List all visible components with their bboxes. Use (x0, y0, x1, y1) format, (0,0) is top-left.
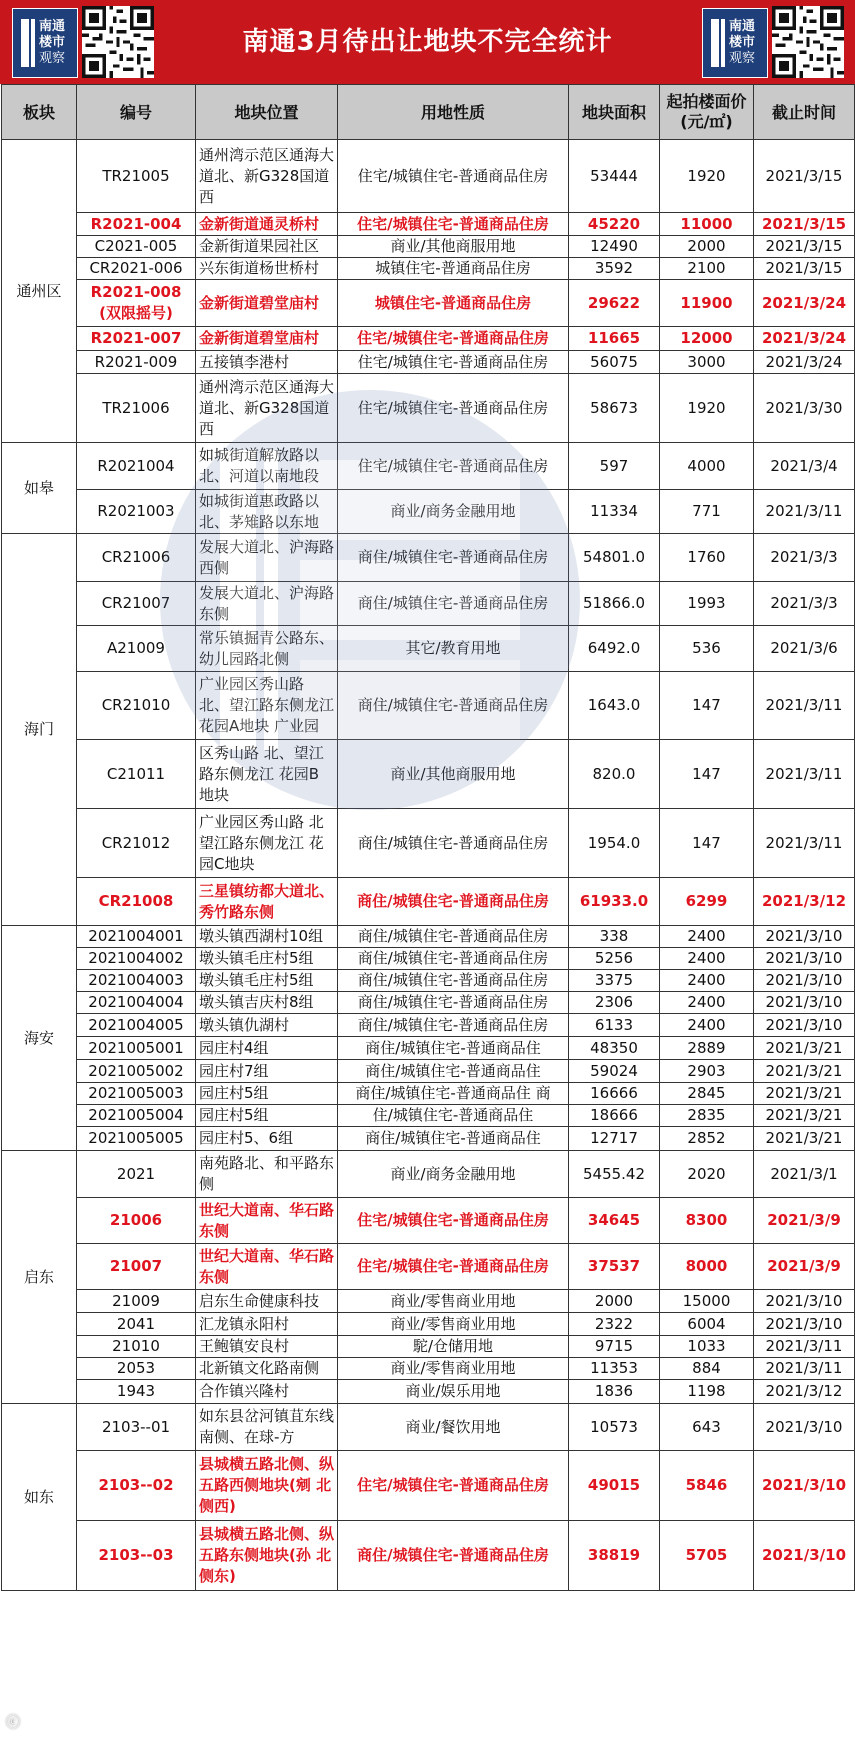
deadline-cell: 2021/3/10 (754, 970, 855, 992)
parcel-location-cell: 如城街道解放路以北、河道以南地段 (196, 443, 338, 490)
table-row (2, 582, 855, 626)
parcel-area-cell: 56075 (569, 351, 660, 374)
deadline-cell: 2021/3/10 (754, 1521, 855, 1591)
table-row (2, 140, 855, 213)
parcel-id-cell: 1943 (77, 1380, 196, 1404)
parcel-id-cell: R2021-008 (双限摇号) (77, 280, 196, 327)
title-banner (0, 0, 855, 84)
region-cell: 启东 (2, 1151, 77, 1404)
start-price-cell: 2400 (660, 1014, 754, 1037)
deadline-cell: 2021/3/21 (754, 1060, 855, 1083)
land-use-cell: 商住/城镇住宅-普通商品住房 (338, 672, 569, 740)
parcel-location-cell: 世纪大道南、华石路 东侧 (196, 1198, 338, 1244)
parcel-location-cell: 汇龙镇永阳村 (196, 1313, 338, 1336)
land-use-cell: 住宅/城镇住宅-普通商品住房 (338, 443, 569, 490)
parcel-area-cell: 12490 (569, 236, 660, 258)
land-use-cell: 商业/娱乐用地 (338, 1380, 569, 1404)
parcel-id-cell: 21009 (77, 1290, 196, 1313)
table-row (2, 1290, 855, 1313)
land-use-cell: 住宅/城镇住宅-普通商品住房 (338, 140, 569, 213)
land-use-cell: 商业/零售商业用地 (338, 1313, 569, 1336)
start-price-cell: 2000 (660, 236, 754, 258)
table-row (2, 236, 855, 258)
table-row (2, 1336, 855, 1358)
table-row (2, 1198, 855, 1244)
land-use-cell: 商住/城镇住宅-普通商品住房 (338, 970, 569, 992)
parcel-id-cell: 2041 (77, 1313, 196, 1336)
deadline-cell: 2021/3/10 (754, 926, 855, 948)
land-use-cell: 住宅/城镇住宅-普通商品住房 (338, 1198, 569, 1244)
deadline-cell: 2021/3/15 (754, 213, 855, 236)
table-row (2, 672, 855, 740)
parcel-location-cell: 墩头镇西湖村10组 (196, 926, 338, 948)
qr-code-right (772, 6, 844, 78)
parcel-location-cell: 园庄村5组 (196, 1105, 338, 1127)
parcel-location-cell: 兴东街道杨世桥村 (196, 258, 338, 280)
start-price-cell: 1760 (660, 534, 754, 582)
start-price-cell: 2835 (660, 1105, 754, 1127)
parcel-location-cell: 县城横五路北侧、纵 五路西侧地块(剜 北侧西) (196, 1451, 338, 1521)
table-row (2, 992, 855, 1014)
parcel-id-cell: 2021004001 (77, 926, 196, 948)
table-row (2, 1037, 855, 1060)
table-row (2, 1244, 855, 1290)
land-use-cell: 商业/商务金融用地 (338, 490, 569, 534)
parcel-area-cell: 1836 (569, 1380, 660, 1404)
land-parcel-table (1, 84, 855, 1591)
parcel-id-cell: 2021005002 (77, 1060, 196, 1083)
parcel-location-cell: 启东生命健康科技 (196, 1290, 338, 1313)
start-price-cell: 2400 (660, 926, 754, 948)
land-use-cell: 住宅/城镇住宅-普通商品住房 (338, 351, 569, 374)
deadline-cell: 2021/3/12 (754, 878, 855, 926)
land-use-cell: 商住/城镇住宅-普通商品住房 (338, 926, 569, 948)
table-row (2, 970, 855, 992)
parcel-area-cell: 2000 (569, 1290, 660, 1313)
table-row (2, 1358, 855, 1380)
parcel-location-cell: 合作镇兴隆村 (196, 1380, 338, 1404)
parcel-area-cell: 9715 (569, 1336, 660, 1358)
parcel-location-cell: 发展大道北、沪海路 西侧 (196, 534, 338, 582)
parcel-id-cell: 21006 (77, 1198, 196, 1244)
parcel-area-cell: 5256 (569, 948, 660, 970)
land-use-cell: 商业/其他商服用地 (338, 236, 569, 258)
column-header-location: 地块位置 (196, 85, 338, 140)
parcel-location-cell: 常乐镇掘青公路东、幼儿园路北侧 (196, 626, 338, 672)
column-header-id: 编号 (77, 85, 196, 140)
land-use-cell: 住宅/城镇住宅-普通商品住房 (338, 1244, 569, 1290)
table-row (2, 1451, 855, 1521)
deadline-cell: 2021/3/10 (754, 1451, 855, 1521)
table-row (2, 926, 855, 948)
start-price-cell: 2020 (660, 1151, 754, 1198)
region-cell: 海门 (2, 534, 77, 926)
deadline-cell: 2021/3/12 (754, 1380, 855, 1404)
parcel-area-cell: 1643.0 (569, 672, 660, 740)
parcel-id-cell: 21010 (77, 1336, 196, 1358)
land-use-cell: 商住/城镇住宅-普通商品住 (338, 1127, 569, 1151)
parcel-id-cell: 2021005005 (77, 1127, 196, 1151)
land-use-cell: 商业/餐饮用地 (338, 1404, 569, 1451)
table-row (2, 626, 855, 672)
parcel-location-cell: 通州湾示范区通海大 道北、新G328国道 西 (196, 140, 338, 213)
deadline-cell: 2021/3/24 (754, 351, 855, 374)
parcel-id-cell: TR21005 (77, 140, 196, 213)
deadline-cell: 2021/3/4 (754, 443, 855, 490)
deadline-cell: 2021/3/21 (754, 1083, 855, 1105)
parcel-area-cell: 11665 (569, 327, 660, 351)
deadline-cell: 2021/3/21 (754, 1127, 855, 1151)
start-price-cell: 1198 (660, 1380, 754, 1404)
parcel-area-cell: 53444 (569, 140, 660, 213)
table-row (2, 213, 855, 236)
land-use-cell: 城镇住宅-普通商品住房 (338, 280, 569, 327)
deadline-cell: 2021/3/1 (754, 1151, 855, 1198)
parcel-location-cell: 县城横五路北侧、纵 五路东侧地块(孙 北侧东) (196, 1521, 338, 1591)
start-price-cell: 2400 (660, 992, 754, 1014)
table-row (2, 1404, 855, 1451)
table-row (2, 258, 855, 280)
start-price-cell: 2400 (660, 970, 754, 992)
parcel-area-cell: 18666 (569, 1105, 660, 1127)
land-use-cell: 商业/商务金融用地 (338, 1151, 569, 1198)
table-row (2, 948, 855, 970)
deadline-cell: 2021/3/11 (754, 740, 855, 809)
parcel-id-cell: TR21006 (77, 374, 196, 443)
qr-code-left (82, 6, 154, 78)
parcel-location-cell: 王鲍镇安良村 (196, 1336, 338, 1358)
parcel-area-cell: 820.0 (569, 740, 660, 809)
parcel-id-cell: CR21007 (77, 582, 196, 626)
land-use-cell: 商住/城镇住宅-普通商品住 商 (338, 1083, 569, 1105)
start-price-cell: 12000 (660, 327, 754, 351)
parcel-area-cell: 48350 (569, 1037, 660, 1060)
parcel-id-cell: A21009 (77, 626, 196, 672)
parcel-id-cell: 2021 (77, 1151, 196, 1198)
start-price-cell: 2845 (660, 1083, 754, 1105)
start-price-cell: 1920 (660, 374, 754, 443)
start-price-cell: 15000 (660, 1290, 754, 1313)
parcel-area-cell: 34645 (569, 1198, 660, 1244)
table-row (2, 327, 855, 351)
parcel-id-cell: R2021004 (77, 443, 196, 490)
start-price-cell: 8000 (660, 1244, 754, 1290)
deadline-cell: 2021/3/9 (754, 1198, 855, 1244)
start-price-cell: 2852 (660, 1127, 754, 1151)
parcel-location-cell: 通州湾示范区通海大 道北、新G328国道 西 (196, 374, 338, 443)
deadline-cell: 2021/3/11 (754, 809, 855, 878)
land-use-cell: 住宅/城镇住宅-普通商品住房 (338, 1451, 569, 1521)
land-use-cell: 城镇住宅-普通商品住房 (338, 258, 569, 280)
parcel-area-cell: 12717 (569, 1127, 660, 1151)
deadline-cell: 2021/3/11 (754, 1336, 855, 1358)
deadline-cell: 2021/3/10 (754, 1313, 855, 1336)
parcel-area-cell: 338 (569, 926, 660, 948)
land-use-cell: 商住/城镇住宅-普通商品住房 (338, 992, 569, 1014)
parcel-id-cell: 2021005004 (77, 1105, 196, 1127)
table-row (2, 374, 855, 443)
start-price-cell: 147 (660, 672, 754, 740)
parcel-id-cell: CR2021-006 (77, 258, 196, 280)
parcel-location-cell: 园庄村5、6组 (196, 1127, 338, 1151)
parcel-location-cell: 墩头镇吉庆村8组 (196, 992, 338, 1014)
parcel-area-cell: 16666 (569, 1083, 660, 1105)
parcel-id-cell: C21011 (77, 740, 196, 809)
parcel-location-cell: 园庄村7组 (196, 1060, 338, 1083)
parcel-location-cell: 发展大道北、沪海路 东侧 (196, 582, 338, 626)
start-price-cell: 3000 (660, 351, 754, 374)
land-use-cell: 駝/仓储用地 (338, 1336, 569, 1358)
parcel-id-cell: CR21008 (77, 878, 196, 926)
parcel-id-cell: 2103--01 (77, 1404, 196, 1451)
parcel-area-cell: 45220 (569, 213, 660, 236)
table-row (2, 740, 855, 809)
parcel-location-cell: 园庄村5组 (196, 1083, 338, 1105)
table-header-row (2, 85, 855, 140)
deadline-cell: 2021/3/6 (754, 626, 855, 672)
parcel-location-cell: 如东县岔河镇苴东线 南侧、在球-方 (196, 1404, 338, 1451)
start-price-cell: 1920 (660, 140, 754, 213)
deadline-cell: 2021/3/30 (754, 374, 855, 443)
region-cell: 如皋 (2, 443, 77, 534)
parcel-id-cell: CR21012 (77, 809, 196, 878)
region-cell: 如东 (2, 1404, 77, 1591)
land-use-cell: 商住/城镇住宅-普通商品住房 (338, 878, 569, 926)
parcel-area-cell: 29622 (569, 280, 660, 327)
parcel-id-cell: 21007 (77, 1244, 196, 1290)
parcel-area-cell: 3592 (569, 258, 660, 280)
parcel-area-cell: 1954.0 (569, 809, 660, 878)
parcel-location-cell: 金新街道通灵桥村 (196, 213, 338, 236)
parcel-area-cell: 11334 (569, 490, 660, 534)
parcel-area-cell: 59024 (569, 1060, 660, 1083)
parcel-id-cell: 2021004005 (77, 1014, 196, 1037)
parcel-area-cell: 6492.0 (569, 626, 660, 672)
column-header-region: 板块 (2, 85, 77, 140)
parcel-id-cell: 2053 (77, 1358, 196, 1380)
deadline-cell: 2021/3/15 (754, 140, 855, 213)
deadline-cell: 2021/3/9 (754, 1244, 855, 1290)
region-cell: 海安 (2, 926, 77, 1151)
land-use-cell: 商住/城镇住宅-普通商品住房 (338, 948, 569, 970)
parcel-location-cell: 墩头镇毛庄村5组 (196, 948, 338, 970)
deadline-cell: 2021/3/10 (754, 1404, 855, 1451)
table-row (2, 1105, 855, 1127)
land-use-cell: 住宅/城镇住宅-普通商品住房 (338, 213, 569, 236)
parcel-location-cell: 金新街道碧堂庙村 (196, 327, 338, 351)
column-header-start-price: 起拍楼面价 (元/㎡) (660, 85, 754, 140)
table-row (2, 1313, 855, 1336)
start-price-cell: 1033 (660, 1336, 754, 1358)
parcel-area-cell: 37537 (569, 1244, 660, 1290)
table-row (2, 1521, 855, 1591)
parcel-area-cell: 2306 (569, 992, 660, 1014)
start-price-cell: 5846 (660, 1451, 754, 1521)
column-header-area: 地块面积 (569, 85, 660, 140)
parcel-id-cell: R2021-009 (77, 351, 196, 374)
deadline-cell: 2021/3/10 (754, 992, 855, 1014)
start-price-cell: 884 (660, 1358, 754, 1380)
parcel-location-cell: 金新街道果园社区 (196, 236, 338, 258)
deadline-cell: 2021/3/15 (754, 236, 855, 258)
table-row (2, 1083, 855, 1105)
parcel-area-cell: 2322 (569, 1313, 660, 1336)
start-price-cell: 6299 (660, 878, 754, 926)
parcel-location-cell: 北新镇文化路南侧 (196, 1358, 338, 1380)
parcel-location-cell: 广业园区秀山路 北、望江路东侧龙江花园A地块 广业园 (196, 672, 338, 740)
land-use-cell: 商住/城镇住宅-普通商品住房 (338, 809, 569, 878)
table-row (2, 280, 855, 327)
start-price-cell: 643 (660, 1404, 754, 1451)
parcel-area-cell: 51866.0 (569, 582, 660, 626)
land-use-cell: 其它/教育用地 (338, 626, 569, 672)
deadline-cell: 2021/3/3 (754, 582, 855, 626)
parcel-id-cell: 2021004004 (77, 992, 196, 1014)
parcel-id-cell: R2021003 (77, 490, 196, 534)
region-cell: 通州区 (2, 140, 77, 443)
deadline-cell: 2021/3/21 (754, 1105, 855, 1127)
deadline-cell: 2021/3/10 (754, 1014, 855, 1037)
land-use-cell: 商住/城镇住宅-普通商品住 (338, 1060, 569, 1083)
deadline-cell: 2021/3/15 (754, 258, 855, 280)
land-use-cell: 商住/城镇住宅-普通商品住房 (338, 534, 569, 582)
column-header-land-use: 用地性质 (338, 85, 569, 140)
land-use-cell: 商业/零售商业用地 (338, 1358, 569, 1380)
start-price-cell: 536 (660, 626, 754, 672)
start-price-cell: 4000 (660, 443, 754, 490)
land-use-cell: 住宅/城镇住宅-普通商品住房 (338, 327, 569, 351)
parcel-location-cell: 广业园区秀山路 北望江路东侧龙江 花园C地块 (196, 809, 338, 878)
land-use-cell: 住/城镇住宅-普通商品住 (338, 1105, 569, 1127)
land-use-cell: 商业/零售商业用地 (338, 1290, 569, 1313)
start-price-cell: 147 (660, 740, 754, 809)
table-row (2, 1014, 855, 1037)
parcel-location-cell: 世纪大道南、华石路 东侧 (196, 1244, 338, 1290)
land-use-cell: 商住/城镇住宅-普通商品住房 (338, 1521, 569, 1591)
deadline-cell: 2021/3/11 (754, 1358, 855, 1380)
parcel-location-cell: 如城街道惠政路以北、茅雉路以东地 (196, 490, 338, 534)
land-use-cell: 商业/其他商服用地 (338, 740, 569, 809)
parcel-id-cell: CR21006 (77, 534, 196, 582)
start-price-cell: 2903 (660, 1060, 754, 1083)
table-row (2, 534, 855, 582)
table-row (2, 809, 855, 878)
parcel-area-cell: 38819 (569, 1521, 660, 1591)
parcel-area-cell: 5455.42 (569, 1151, 660, 1198)
deadline-cell: 2021/3/24 (754, 327, 855, 351)
deadline-cell: 2021/3/11 (754, 672, 855, 740)
parcel-id-cell: 2021004002 (77, 948, 196, 970)
parcel-area-cell: 597 (569, 443, 660, 490)
parcel-area-cell: 3375 (569, 970, 660, 992)
start-price-cell: 8300 (660, 1198, 754, 1244)
table-row (2, 1380, 855, 1404)
start-price-cell: 11900 (660, 280, 754, 327)
start-price-cell: 1993 (660, 582, 754, 626)
start-price-cell: 2100 (660, 258, 754, 280)
parcel-location-cell: 墩头镇仇湖村 (196, 1014, 338, 1037)
start-price-cell: 771 (660, 490, 754, 534)
start-price-cell: 6004 (660, 1313, 754, 1336)
land-use-cell: 商住/城镇住宅-普通商品住房 (338, 582, 569, 626)
parcel-area-cell: 6133 (569, 1014, 660, 1037)
parcel-id-cell: C2021-005 (77, 236, 196, 258)
deadline-cell: 2021/3/21 (754, 1037, 855, 1060)
parcel-location-cell: 三星镇纺都大道北、秀竹路东侧 (196, 878, 338, 926)
table-row (2, 878, 855, 926)
start-price-cell: 2400 (660, 948, 754, 970)
parcel-location-cell: 南苑路北、和平路东 侧 (196, 1151, 338, 1198)
table-row (2, 1060, 855, 1083)
parcel-id-cell: 2103--03 (77, 1521, 196, 1591)
parcel-location-cell: 区秀山路 北、望江路东侧龙江 花园B地块 (196, 740, 338, 809)
parcel-id-cell: 2021004003 (77, 970, 196, 992)
table-row (2, 351, 855, 374)
table-row (2, 1151, 855, 1198)
parcel-area-cell: 58673 (569, 374, 660, 443)
parcel-location-cell: 园庄村4组 (196, 1037, 338, 1060)
parcel-area-cell: 61933.0 (569, 878, 660, 926)
parcel-id-cell: 2021005001 (77, 1037, 196, 1060)
land-use-cell: 商住/城镇住宅-普通商品住 (338, 1037, 569, 1060)
parcel-location-cell: 金新街道碧堂庙村 (196, 280, 338, 327)
parcel-id-cell: R2021-004 (77, 213, 196, 236)
land-use-cell: 住宅/城镇住宅-普通商品住房 (338, 374, 569, 443)
table-row (2, 490, 855, 534)
page-title: 南通3月待出让地块不完全统计 (242, 27, 613, 57)
start-price-cell: 11000 (660, 213, 754, 236)
deadline-cell: 2021/3/3 (754, 534, 855, 582)
deadline-cell: 2021/3/11 (754, 490, 855, 534)
parcel-id-cell: 2103--02 (77, 1451, 196, 1521)
parcel-id-cell: 2021005003 (77, 1083, 196, 1105)
parcel-area-cell: 10573 (569, 1404, 660, 1451)
start-price-cell: 5705 (660, 1521, 754, 1591)
parcel-location-cell: 五接镇李港村 (196, 351, 338, 374)
parcel-area-cell: 11353 (569, 1358, 660, 1380)
table-row (2, 443, 855, 490)
parcel-id-cell: CR21010 (77, 672, 196, 740)
parcel-location-cell: 墩头镇毛庄村5组 (196, 970, 338, 992)
table-row (2, 1127, 855, 1151)
deadline-cell: 2021/3/10 (754, 1290, 855, 1313)
parcel-area-cell: 54801.0 (569, 534, 660, 582)
column-header-deadline: 截止时间 (754, 85, 855, 140)
start-price-cell: 2889 (660, 1037, 754, 1060)
source-watermark: ⓒ (6, 1715, 20, 1731)
deadline-cell: 2021/3/10 (754, 948, 855, 970)
land-use-cell: 商住/城镇住宅-普通商品住房 (338, 1014, 569, 1037)
parcel-id-cell: R2021-007 (77, 327, 196, 351)
parcel-area-cell: 49015 (569, 1451, 660, 1521)
start-price-cell: 147 (660, 809, 754, 878)
brand-logo-right: 南通 楼市 观察 (702, 8, 768, 78)
brand-logo-left: 南通 楼市 观察 (12, 8, 78, 78)
deadline-cell: 2021/3/24 (754, 280, 855, 327)
